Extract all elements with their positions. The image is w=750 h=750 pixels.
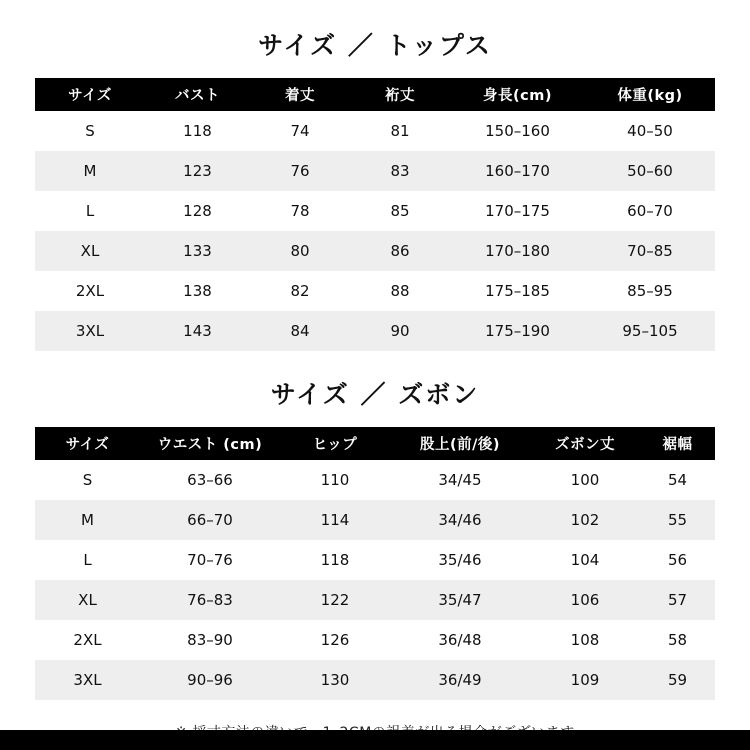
pants-header-cell-4: ズボン丈 <box>530 427 640 460</box>
tops-table-head <box>35 78 715 111</box>
table-row <box>35 500 715 540</box>
pants-table-body <box>35 460 715 700</box>
cell-weight: 40–50 <box>585 111 715 151</box>
cell-size: M <box>35 500 140 540</box>
cell-hip: 114 <box>280 500 390 540</box>
table-row <box>35 191 715 231</box>
cell-pants-length: 106 <box>530 580 640 620</box>
tops-header-cell-1: バスト <box>145 78 250 111</box>
tops-header-cell-2: 着丈 <box>250 78 350 111</box>
cell-rise: 36/49 <box>390 660 530 700</box>
table-row <box>35 540 715 580</box>
tops-header-cell-3: 裄丈 <box>350 78 450 111</box>
cell-bust: 118 <box>145 111 250 151</box>
tops-header-row <box>35 78 715 111</box>
cell-size: 3XL <box>35 660 140 700</box>
cell-pants-length: 102 <box>530 500 640 540</box>
cell-size: 2XL <box>35 271 145 311</box>
cell-hem-width: 56 <box>640 540 715 580</box>
cell-sleeve: 90 <box>350 311 450 351</box>
table-row <box>35 580 715 620</box>
cell-height: 170–180 <box>450 231 585 271</box>
table-row <box>35 660 715 700</box>
cell-weight: 50–60 <box>585 151 715 191</box>
table-row <box>35 151 715 191</box>
cell-size: M <box>35 151 145 191</box>
cell-sleeve: 85 <box>350 191 450 231</box>
tops-size-table <box>35 78 715 351</box>
cell-rise: 34/45 <box>390 460 530 500</box>
cell-size: 2XL <box>35 620 140 660</box>
table-row <box>35 111 715 151</box>
cell-pants-length: 109 <box>530 660 640 700</box>
table-row <box>35 311 715 351</box>
cell-size: 3XL <box>35 311 145 351</box>
cell-waist: 70–76 <box>140 540 280 580</box>
cell-rise: 36/48 <box>390 620 530 660</box>
cell-size: XL <box>35 231 145 271</box>
cell-rise: 35/47 <box>390 580 530 620</box>
cell-size: S <box>35 111 145 151</box>
pants-header-cell-1: ウエスト (cm) <box>140 427 280 460</box>
cell-pants-length: 108 <box>530 620 640 660</box>
cell-hip: 118 <box>280 540 390 580</box>
table-row <box>35 231 715 271</box>
cell-hip: 130 <box>280 660 390 700</box>
cell-waist: 63–66 <box>140 460 280 500</box>
pants-header-cell-2: ヒップ <box>280 427 390 460</box>
cell-weight: 60–70 <box>585 191 715 231</box>
cell-size: S <box>35 460 140 500</box>
table-row <box>35 620 715 660</box>
cell-length: 74 <box>250 111 350 151</box>
cell-height: 175–185 <box>450 271 585 311</box>
cell-waist: 76–83 <box>140 580 280 620</box>
cell-bust: 138 <box>145 271 250 311</box>
cell-weight: 95–105 <box>585 311 715 351</box>
cell-sleeve: 88 <box>350 271 450 311</box>
cell-waist: 83–90 <box>140 620 280 660</box>
cell-size: XL <box>35 580 140 620</box>
tops-table-body <box>35 111 715 351</box>
pants-section-title: サイズ ／ ズボン <box>270 380 480 409</box>
pants-header-cell-5: 裾幅 <box>640 427 715 460</box>
cell-hem-width: 57 <box>640 580 715 620</box>
cell-bust: 128 <box>145 191 250 231</box>
bottom-bar <box>0 730 750 750</box>
cell-bust: 133 <box>145 231 250 271</box>
cell-size: L <box>35 540 140 580</box>
cell-bust: 143 <box>145 311 250 351</box>
tops-section-title: サイズ ／ トップス <box>258 31 492 60</box>
table-row <box>35 460 715 500</box>
cell-hem-width: 58 <box>640 620 715 660</box>
cell-bust: 123 <box>145 151 250 191</box>
cell-length: 84 <box>250 311 350 351</box>
cell-hip: 122 <box>280 580 390 620</box>
cell-sleeve: 86 <box>350 231 450 271</box>
cell-rise: 35/46 <box>390 540 530 580</box>
cell-height: 175–190 <box>450 311 585 351</box>
cell-waist: 66–70 <box>140 500 280 540</box>
cell-size: L <box>35 191 145 231</box>
cell-length: 80 <box>250 231 350 271</box>
cell-length: 82 <box>250 271 350 311</box>
pants-header-cell-0: サイズ <box>35 427 140 460</box>
cell-length: 76 <box>250 151 350 191</box>
cell-weight: 85–95 <box>585 271 715 311</box>
cell-waist: 90–96 <box>140 660 280 700</box>
table-row <box>35 271 715 311</box>
cell-height: 160–170 <box>450 151 585 191</box>
pants-header-cell-3: 股上(前/後) <box>390 427 530 460</box>
pants-header-row <box>35 427 715 460</box>
pants-size-table <box>35 427 715 700</box>
cell-height: 150–160 <box>450 111 585 151</box>
cell-sleeve: 83 <box>350 151 450 191</box>
tops-header-cell-4: 身長(cm) <box>450 78 585 111</box>
tops-header-cell-5: 体重(kg) <box>585 78 715 111</box>
cell-length: 78 <box>250 191 350 231</box>
cell-hem-width: 54 <box>640 460 715 500</box>
cell-hip: 126 <box>280 620 390 660</box>
pants-table-head <box>35 427 715 460</box>
tops-header-cell-0: サイズ <box>35 78 145 111</box>
cell-height: 170–175 <box>450 191 585 231</box>
cell-hip: 110 <box>280 460 390 500</box>
cell-pants-length: 100 <box>530 460 640 500</box>
cell-pants-length: 104 <box>530 540 640 580</box>
cell-weight: 70–85 <box>585 231 715 271</box>
cell-hem-width: 55 <box>640 500 715 540</box>
cell-sleeve: 81 <box>350 111 450 151</box>
cell-rise: 34/46 <box>390 500 530 540</box>
cell-hem-width: 59 <box>640 660 715 700</box>
